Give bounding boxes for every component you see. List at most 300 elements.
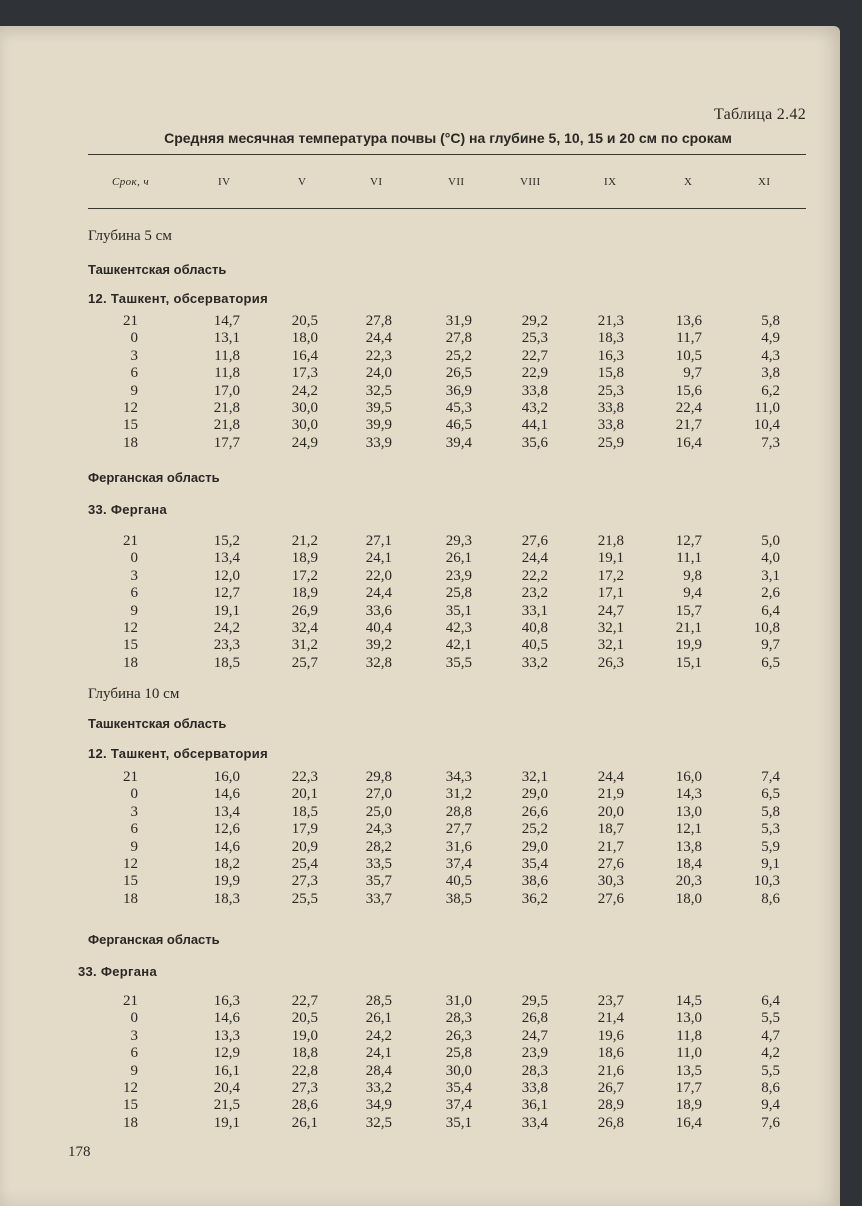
column-header-x: X [684, 176, 693, 188]
cell-viii: 33,8 [521, 1079, 548, 1096]
table-row [0, 365, 840, 382]
cell-v: 18,9 [291, 550, 318, 567]
cell-v: 20,9 [291, 838, 318, 855]
cell-viii: 35,4 [521, 855, 548, 872]
cell-x: 15,6 [675, 382, 702, 399]
cell-vii: 37,4 [445, 1097, 472, 1114]
cell-vi: 24,1 [365, 1045, 392, 1062]
cell-srok: 3 [130, 1027, 138, 1044]
cell-iv: 24,2 [213, 619, 240, 636]
cell-v: 27,3 [291, 873, 318, 890]
cell-iv: 14,7 [213, 313, 240, 329]
cell-vi: 39,5 [365, 399, 392, 416]
cell-x: 15,1 [675, 654, 702, 671]
table-row [0, 821, 840, 838]
table-row [0, 1045, 840, 1062]
cell-viii: 28,3 [521, 1062, 548, 1079]
cell-v: 18,8 [291, 1045, 318, 1062]
cell-vii: 35,1 [445, 1114, 472, 1131]
column-header-vi: VI [370, 176, 383, 188]
cell-vii: 26,3 [445, 1027, 472, 1044]
table-row [0, 769, 840, 786]
cell-xi: 4,0 [761, 550, 780, 567]
cell-x: 18,9 [675, 1097, 702, 1114]
cell-x: 10,5 [675, 347, 702, 364]
cell-iv: 20,4 [213, 1079, 240, 1096]
cell-x: 22,4 [675, 399, 702, 416]
cell-x: 14,5 [675, 993, 702, 1009]
region-heading: Ферганская область [88, 470, 220, 485]
cell-srok: 3 [130, 347, 138, 364]
cell-viii: 38,6 [521, 873, 548, 890]
cell-v: 30,0 [291, 417, 318, 434]
cell-x: 11,1 [676, 550, 702, 567]
cell-xi: 10,3 [753, 873, 780, 890]
cell-vi: 35,7 [365, 873, 392, 890]
cell-vi: 32,5 [365, 1114, 392, 1131]
cell-xi: 9,4 [761, 1097, 780, 1114]
cell-vi: 33,2 [365, 1079, 392, 1096]
cell-srok: 0 [130, 330, 138, 347]
cell-xi: 4,3 [761, 347, 780, 364]
cell-viii: 40,8 [521, 619, 548, 636]
cell-xi: 6,5 [761, 654, 780, 671]
cell-viii: 35,6 [521, 434, 548, 451]
cell-xi: 9,1 [761, 855, 780, 872]
table-row [0, 533, 840, 550]
cell-viii: 27,6 [521, 533, 548, 549]
cell-xi: 5,9 [761, 838, 780, 855]
cell-srok: 9 [130, 602, 138, 619]
depth-heading: Глубина 5 см [88, 228, 172, 244]
region-heading: Ташкентская область [88, 716, 227, 731]
cell-v: 21,2 [291, 533, 318, 549]
cell-vii: 26,1 [445, 550, 472, 567]
cell-srok: 9 [130, 1062, 138, 1079]
cell-vii: 28,8 [445, 803, 472, 820]
cell-v: 22,7 [291, 993, 318, 1009]
region-heading: Ферганская область [88, 932, 220, 947]
cell-vii: 35,5 [445, 654, 472, 671]
cell-vii: 42,1 [445, 637, 472, 654]
cell-x: 16,0 [675, 769, 702, 785]
cell-iv: 19,1 [213, 602, 240, 619]
cell-viii: 40,5 [521, 637, 548, 654]
cell-xi: 5,0 [761, 533, 780, 549]
cell-xi: 6,2 [761, 382, 780, 399]
cell-vii: 45,3 [445, 399, 472, 416]
table-row [0, 400, 840, 417]
cell-x: 16,4 [675, 434, 702, 451]
cell-x: 20,3 [675, 873, 702, 890]
cell-ix: 33,8 [597, 417, 624, 434]
table-row [0, 993, 840, 1010]
cell-iv: 16,0 [213, 769, 240, 785]
cell-v: 18,0 [291, 330, 318, 347]
cell-x: 21,7 [675, 417, 702, 434]
cell-srok: 6 [130, 365, 138, 382]
column-header-v: V [298, 176, 307, 188]
cell-xi: 6,4 [761, 602, 780, 619]
table-row [0, 1097, 840, 1114]
cell-srok: 6 [130, 585, 138, 602]
cell-ix: 28,9 [597, 1097, 624, 1114]
cell-vii: 29,3 [445, 533, 472, 549]
cell-vi: 28,4 [365, 1062, 392, 1079]
station-heading: 12. Ташкент, обсерватория [88, 746, 268, 761]
cell-iv: 14,6 [213, 786, 240, 803]
cell-xi: 9,7 [761, 637, 780, 654]
table-number: Таблица 2.42 [713, 106, 806, 123]
cell-vii: 30,0 [445, 1062, 472, 1079]
data-block [0, 533, 840, 672]
cell-ix: 21,9 [597, 786, 624, 803]
cell-ix: 20,0 [597, 803, 624, 820]
cell-x: 18,4 [675, 855, 702, 872]
table-row [0, 786, 840, 803]
depth-heading: Глубина 10 см [88, 686, 180, 702]
cell-vii: 37,4 [445, 855, 472, 872]
cell-x: 11,8 [676, 1027, 702, 1044]
cell-v: 20,1 [291, 786, 318, 803]
table-row [0, 313, 840, 330]
cell-x: 17,7 [675, 1079, 702, 1096]
cell-srok: 15 [123, 873, 138, 890]
cell-viii: 25,2 [521, 821, 548, 838]
cell-v: 25,4 [291, 855, 318, 872]
data-block [0, 769, 840, 908]
cell-viii: 23,9 [521, 1045, 548, 1062]
cell-v: 17,3 [291, 365, 318, 382]
cell-x: 12,7 [675, 533, 702, 549]
cell-iv: 18,5 [213, 654, 240, 671]
cell-iv: 17,7 [213, 434, 240, 451]
table-row [0, 330, 840, 347]
cell-viii: 22,7 [521, 347, 548, 364]
cell-v: 30,0 [291, 399, 318, 416]
cell-xi: 2,6 [761, 585, 780, 602]
table-row [0, 891, 840, 908]
cell-x: 14,3 [675, 786, 702, 803]
cell-x: 11,0 [676, 1045, 702, 1062]
table-row [0, 1028, 840, 1045]
cell-ix: 26,8 [597, 1114, 624, 1131]
table-row [0, 348, 840, 365]
cell-srok: 18 [123, 1114, 138, 1131]
header-bottom-rule [88, 208, 806, 209]
cell-xi: 5,8 [761, 313, 780, 329]
table-caption: Средняя месячная температура почвы (°С) на глубине 5, 10, 15 и 20 см по срокам [164, 130, 732, 146]
cell-srok: 0 [130, 1010, 138, 1027]
cell-x: 21,1 [675, 619, 702, 636]
header-top-rule [88, 154, 806, 155]
cell-ix: 24,7 [597, 602, 624, 619]
cell-viii: 33,4 [521, 1114, 548, 1131]
cell-ix: 30,3 [597, 873, 624, 890]
cell-x: 11,7 [676, 330, 702, 347]
table-row [0, 804, 840, 821]
cell-srok: 18 [123, 654, 138, 671]
cell-xi: 4,7 [761, 1027, 780, 1044]
cell-xi: 10,8 [753, 619, 780, 636]
cell-viii: 23,2 [521, 585, 548, 602]
cell-viii: 29,0 [521, 786, 548, 803]
cell-xi: 5,3 [761, 821, 780, 838]
cell-vii: 31,9 [445, 313, 472, 329]
cell-vii: 25,8 [445, 585, 472, 602]
cell-x: 13,0 [675, 1010, 702, 1027]
cell-v: 32,4 [291, 619, 318, 636]
cell-srok: 18 [123, 434, 138, 451]
cell-vi: 39,2 [365, 637, 392, 654]
cell-vi: 32,5 [365, 382, 392, 399]
cell-x: 16,4 [675, 1114, 702, 1131]
cell-vi: 28,5 [365, 993, 392, 1009]
cell-v: 18,5 [291, 803, 318, 820]
cell-vii: 36,9 [445, 382, 472, 399]
cell-xi: 4,2 [761, 1045, 780, 1062]
cell-viii: 33,8 [521, 382, 548, 399]
cell-xi: 3,8 [761, 365, 780, 382]
cell-srok: 21 [123, 769, 138, 785]
cell-vi: 29,8 [365, 769, 392, 785]
table-row [0, 873, 840, 890]
table-row [0, 1115, 840, 1132]
cell-v: 18,9 [291, 585, 318, 602]
cell-viii: 29,0 [521, 838, 548, 855]
cell-xi: 7,3 [761, 434, 780, 451]
cell-iv: 19,1 [213, 1114, 240, 1131]
cell-v: 20,5 [291, 313, 318, 329]
cell-v: 17,9 [291, 821, 318, 838]
table-row [0, 655, 840, 672]
table-row [0, 856, 840, 873]
cell-v: 24,2 [291, 382, 318, 399]
data-block [0, 313, 840, 452]
cell-vii: 42,3 [445, 619, 472, 636]
column-headers [0, 176, 840, 196]
cell-xi: 10,4 [753, 417, 780, 434]
cell-ix: 21,8 [597, 533, 624, 549]
cell-v: 27,3 [291, 1079, 318, 1096]
cell-srok: 3 [130, 803, 138, 820]
cell-vii: 46,5 [445, 417, 472, 434]
cell-xi: 5,8 [761, 803, 780, 820]
cell-iv: 12,6 [213, 821, 240, 838]
table-row [0, 637, 840, 654]
cell-vi: 24,4 [365, 585, 392, 602]
cell-iv: 21,8 [213, 399, 240, 416]
cell-x: 9,7 [683, 365, 702, 382]
cell-iv: 16,1 [213, 1062, 240, 1079]
cell-srok: 9 [130, 382, 138, 399]
cell-x: 9,8 [683, 567, 702, 584]
table-row [0, 585, 840, 602]
cell-iv: 11,8 [214, 347, 240, 364]
cell-v: 22,8 [291, 1062, 318, 1079]
cell-v: 28,6 [291, 1097, 318, 1114]
cell-ix: 32,1 [597, 619, 624, 636]
cell-iv: 12,9 [213, 1045, 240, 1062]
cell-vi: 33,5 [365, 855, 392, 872]
cell-v: 24,9 [291, 434, 318, 451]
cell-vi: 40,4 [365, 619, 392, 636]
cell-ix: 21,7 [597, 838, 624, 855]
cell-viii: 26,6 [521, 803, 548, 820]
cell-ix: 19,1 [597, 550, 624, 567]
cell-xi: 6,4 [761, 993, 780, 1009]
cell-x: 15,7 [675, 602, 702, 619]
cell-x: 13,5 [675, 1062, 702, 1079]
cell-iv: 18,2 [213, 855, 240, 872]
cell-vi: 39,9 [365, 417, 392, 434]
cell-srok: 12 [123, 399, 138, 416]
cell-ix: 32,1 [597, 637, 624, 654]
cell-vi: 25,0 [365, 803, 392, 820]
table-row [0, 568, 840, 585]
cell-vii: 23,9 [445, 567, 472, 584]
cell-viii: 22,9 [521, 365, 548, 382]
column-header-iv: IV [218, 176, 231, 188]
cell-ix: 17,2 [597, 567, 624, 584]
cell-ix: 15,8 [597, 365, 624, 382]
cell-ix: 25,3 [597, 382, 624, 399]
book-page [0, 26, 840, 1206]
cell-x: 13,8 [675, 838, 702, 855]
cell-viii: 33,1 [521, 602, 548, 619]
table-row [0, 1010, 840, 1027]
cell-ix: 16,3 [597, 347, 624, 364]
cell-vi: 27,0 [365, 786, 392, 803]
cell-vii: 34,3 [445, 769, 472, 785]
cell-vii: 27,7 [445, 821, 472, 838]
cell-srok: 15 [123, 637, 138, 654]
cell-srok: 18 [123, 890, 138, 907]
cell-vii: 31,2 [445, 786, 472, 803]
cell-vi: 24,0 [365, 365, 392, 382]
cell-vii: 25,8 [445, 1045, 472, 1062]
cell-x: 9,4 [683, 585, 702, 602]
cell-srok: 15 [123, 1097, 138, 1114]
cell-viii: 26,8 [521, 1010, 548, 1027]
cell-srok: 12 [123, 619, 138, 636]
cell-viii: 44,1 [521, 417, 548, 434]
cell-vi: 27,1 [365, 533, 392, 549]
data-block [0, 993, 840, 1132]
cell-srok: 15 [123, 417, 138, 434]
cell-vii: 35,1 [445, 602, 472, 619]
cell-viii: 36,2 [521, 890, 548, 907]
station-heading: 12. Ташкент, обсерватория [88, 291, 268, 306]
cell-vi: 27,8 [365, 313, 392, 329]
cell-viii: 22,2 [521, 567, 548, 584]
cell-x: 13,0 [675, 803, 702, 820]
cell-ix: 17,1 [597, 585, 624, 602]
table-row [0, 603, 840, 620]
cell-v: 20,5 [291, 1010, 318, 1027]
table-row [0, 620, 840, 637]
table-row [0, 383, 840, 400]
cell-iv: 17,0 [213, 382, 240, 399]
table-row [0, 417, 840, 434]
cell-vi: 22,0 [365, 567, 392, 584]
cell-viii: 24,4 [521, 550, 548, 567]
cell-iv: 18,3 [213, 890, 240, 907]
cell-viii: 29,2 [521, 313, 548, 329]
cell-vi: 22,3 [365, 347, 392, 364]
cell-ix: 27,6 [597, 855, 624, 872]
cell-viii: 25,3 [521, 330, 548, 347]
cell-xi: 8,6 [761, 890, 780, 907]
cell-v: 26,1 [291, 1114, 318, 1131]
cell-iv: 21,5 [213, 1097, 240, 1114]
cell-vi: 24,4 [365, 330, 392, 347]
table-row [0, 839, 840, 856]
cell-vii: 27,8 [445, 330, 472, 347]
cell-v: 22,3 [291, 769, 318, 785]
cell-vii: 26,5 [445, 365, 472, 382]
cell-iv: 13,4 [213, 803, 240, 820]
cell-ix: 18,3 [597, 330, 624, 347]
cell-x: 18,0 [675, 890, 702, 907]
cell-viii: 32,1 [521, 769, 548, 785]
cell-srok: 21 [123, 313, 138, 329]
cell-srok: 12 [123, 1079, 138, 1096]
cell-ix: 26,7 [597, 1079, 624, 1096]
cell-v: 25,7 [291, 654, 318, 671]
cell-vii: 28,3 [445, 1010, 472, 1027]
cell-srok: 21 [123, 993, 138, 1009]
region-heading: Ташкентская область [88, 262, 227, 277]
cell-srok: 0 [130, 786, 138, 803]
cell-ix: 19,6 [597, 1027, 624, 1044]
cell-v: 17,2 [291, 567, 318, 584]
cell-x: 13,6 [675, 313, 702, 329]
cell-iv: 14,6 [213, 838, 240, 855]
cell-iv: 23,3 [213, 637, 240, 654]
cell-ix: 24,4 [597, 769, 624, 785]
cell-v: 26,9 [291, 602, 318, 619]
cell-v: 25,5 [291, 890, 318, 907]
cell-viii: 24,7 [521, 1027, 548, 1044]
cell-vii: 39,4 [445, 434, 472, 451]
cell-viii: 29,5 [521, 993, 548, 1009]
cell-ix: 18,6 [597, 1045, 624, 1062]
cell-ix: 21,6 [597, 1062, 624, 1079]
cell-vi: 26,1 [365, 1010, 392, 1027]
cell-v: 16,4 [291, 347, 318, 364]
cell-xi: 7,6 [761, 1114, 780, 1131]
cell-xi: 8,6 [761, 1079, 780, 1096]
column-header-srok: Срок, ч [112, 176, 150, 188]
cell-ix: 27,6 [597, 890, 624, 907]
cell-iv: 14,6 [213, 1010, 240, 1027]
cell-xi: 3,1 [761, 567, 780, 584]
cell-vii: 35,4 [445, 1079, 472, 1096]
cell-iv: 15,2 [213, 533, 240, 549]
table-row [0, 550, 840, 567]
cell-iv: 12,0 [213, 567, 240, 584]
cell-iv: 13,4 [213, 550, 240, 567]
cell-srok: 6 [130, 1045, 138, 1062]
column-header-ix: IX [604, 176, 617, 188]
cell-iv: 21,8 [213, 417, 240, 434]
table-row [0, 1080, 840, 1097]
cell-srok: 9 [130, 838, 138, 855]
cell-iv: 16,3 [213, 993, 240, 1009]
cell-srok: 21 [123, 533, 138, 549]
cell-vii: 25,2 [445, 347, 472, 364]
